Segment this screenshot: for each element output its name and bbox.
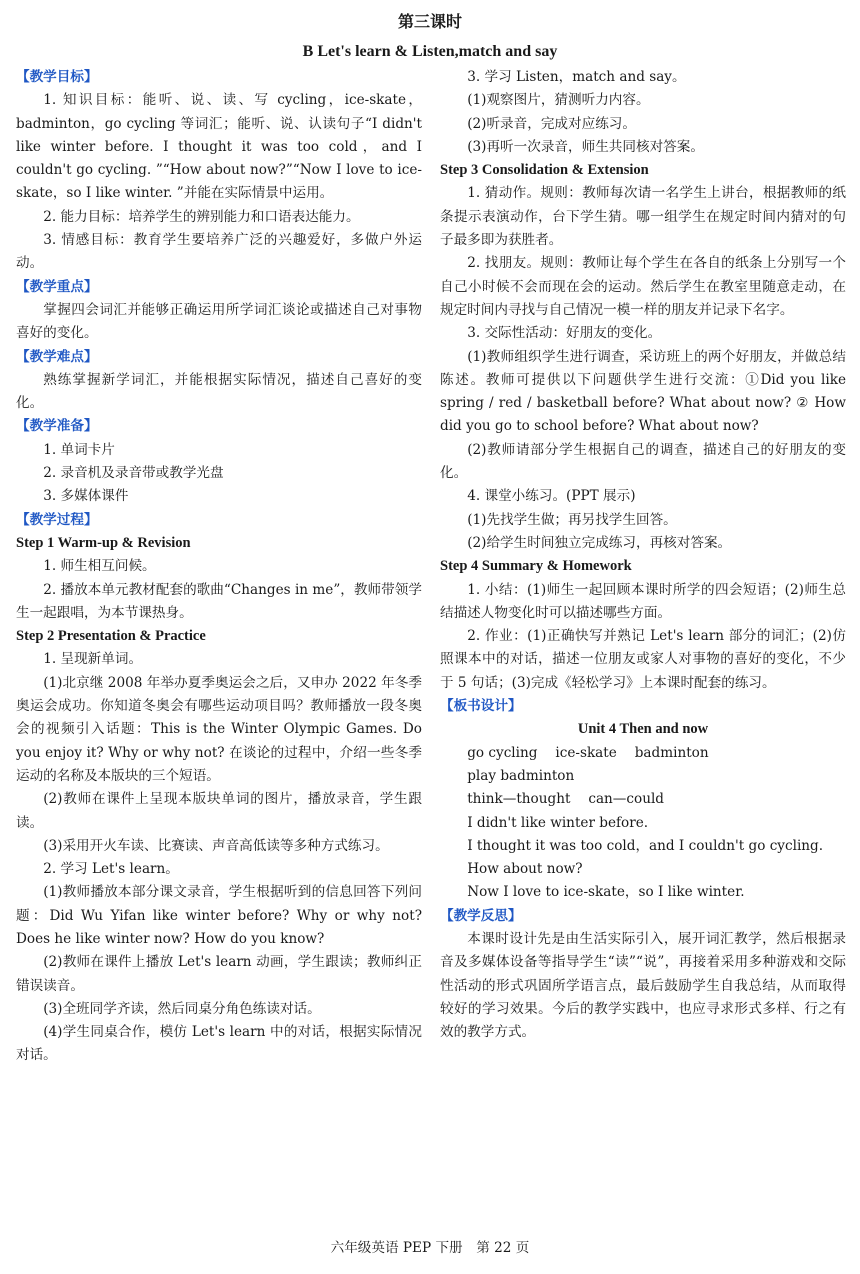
step3-item: 3. 交际性活动：好朋友的变化。: [467, 325, 662, 342]
page-footer: 六年级英语 PEP 下册 第 22 页: [330, 1240, 530, 1256]
step3-item: (2)给学生时间独立完成练习，再核对答案。: [467, 534, 732, 551]
board-line: think—thought can—could: [467, 791, 664, 808]
step3-item: 1. 猜动作。规则：教师每次请一名学生上讲台，根据教师的纸条提示表演动作，台下学生猜。哪一组学生在规定时间内猜对的句子最多即为获胜者。: [440, 185, 846, 249]
left-column: [16, 66, 422, 1068]
section-heading-key: 【教学重点】: [16, 278, 98, 295]
step2-item: 3. 学习 Listen，match and say。: [467, 69, 686, 85]
step3-item: (2)教师请部分学生根据自己的调查，描述自己的好朋友的变化。: [440, 441, 846, 482]
section-heading-prep: 【教学准备】: [16, 418, 98, 435]
step2-item: (3)全班同学齐读，然后同桌分角色练读对话。: [43, 1000, 321, 1017]
reflection-text: 本课时设计先是由生活实际引入，展开词汇教学，然后根据录音及多媒体设备等指导学生“读”“说”，再接着采用多种游戏和交际性活动的形式巩固所学语言点，最后鼓励学生自我总结，从而取得较好的学习效果。今后的教学实践中，也应寻求形式多样、行之有效的教学方式。: [440, 930, 846, 1041]
step3-item: (1)教师组织学生进行调查，采访班上的两个好朋友，并做总结陈述。教师可提供以下问题供学生进行交流：①Did you like spring / red / basketball before? What about now? ② How did you go to school before? What about now?: [440, 348, 846, 435]
board-line: Now I love to ice-skate，so I like winter.: [467, 884, 745, 901]
goal-ability: 2. 能力目标：培养学生的辨别能力和口语表达能力。: [43, 208, 360, 225]
goal-emotion: 3. 情感目标：教育学生要培养广泛的兴趣爱好，多做户外运动。: [16, 232, 422, 272]
step2-item: 2. 学习 Let's learn。: [43, 861, 179, 878]
board-line: How about now?: [467, 861, 583, 878]
goal-knowledge: 1. 知识目标：能听、说、读、写 cycling，ice-skate，badminton，go cycling 等词汇；能听、说、认读句子“I didn't like winter before. I thought it was too cold，and I couldn't go cycling. ”“How about now?”“Now I love to ice-skate，so I like winter. ”并能在实际情景中运用。: [16, 92, 422, 202]
step2-item: 1. 呈现新单词。: [43, 651, 143, 668]
key-points: 掌握四会词汇并能够正确运用所学词汇谈论或描述自己对事物喜好的变化。: [16, 301, 422, 342]
prep-item: 1. 单词卡片: [43, 441, 115, 458]
section-heading-difficult: 【教学难点】: [16, 348, 98, 365]
step1-heading: Step 1 Warm-up & Revision: [16, 534, 191, 551]
board-line: I thought it was too cold，and I couldn't go cycling.: [467, 837, 824, 854]
lesson-subtitle: B Let's learn & Listen,match and say: [302, 43, 558, 60]
section-heading-reflection: 【教学反思】: [440, 907, 522, 924]
step3-item: (1)先找学生做；再另找学生回答。: [467, 511, 677, 528]
section-heading-goals: 【教学目标】: [16, 69, 98, 85]
step2-item: (1)北京继 2008 年举办夏季奥运会之后，又申办 2022 年冬季奥运会成功。你知道冬奥会有哪些运动项目吗？教师播放一段冬奥会的视频引入话题：This is the Winter Olympic Games. Do you enjoy it? Why or why not? 在谈论的过程中，介绍一些冬季运动的名称及本版块的三个短语。: [16, 674, 422, 784]
board-line: go cycling ice-skate badminton: [467, 744, 709, 761]
step2-item: (2)教师在课件上播放 Let's learn 动画，学生跟读；教师纠正错误读音。: [16, 954, 422, 994]
section-heading-board: 【板书设计】: [440, 698, 522, 715]
step4-item: 1. 小结：(1)师生一起回顾本课时所学的四会短语；(2)师生总结描述人物变化时可以描述哪些方面。: [440, 581, 846, 621]
right-column: [440, 66, 846, 1044]
step2-item: (1)观察图片，猜测听力内容。: [467, 92, 650, 109]
step2-item: (2)听录音，完成对应练习。: [467, 115, 636, 132]
prep-item: 3. 多媒体课件: [43, 488, 129, 505]
step2-item: (3)采用开火车读、比赛读、声音高低读等多种方式练习。: [43, 837, 389, 854]
step1-item: 1. 师生相互问候。: [43, 558, 156, 575]
difficult-points: 熟练掌握新学词汇，并能根据实际情况，描述自己喜好的变化。: [16, 371, 422, 412]
step3-item: 4. 课堂小练习。(PPT 展示): [467, 488, 636, 505]
board-line: I didn't like winter before.: [467, 814, 649, 831]
board-title: Unit 4 Then and now: [577, 721, 709, 738]
step2-item: (3)再听一次录音，师生共同核对答案。: [467, 138, 704, 155]
step4-heading: Step 4 Summary & Homework: [440, 558, 632, 575]
lesson-title: 第三课时: [397, 12, 462, 31]
step1-item: 2. 播放本单元教材配套的歌曲“Changes in me”，教师带领学生一起跟唱，为本节课热身。: [16, 581, 422, 621]
page-header: [0, 10, 860, 64]
step3-heading: Step 3 Consolidation & Extension: [440, 162, 649, 179]
board-line: play badminton: [467, 767, 575, 784]
step2-item: (1)教师播放本部分课文录音，学生根据听到的信息回答下列问题：Did Wu Yifan like winter before? Why or why not? Does he like winter now? How do you know?: [16, 884, 422, 947]
step2-heading: Step 2 Presentation & Practice: [16, 628, 206, 645]
section-heading-process: 【教学过程】: [16, 511, 98, 528]
step4-item: 2. 作业：(1)正确快写并熟记 Let's learn 部分的词汇；(2)仿照课本中的对话，描述一位朋友或家人对事物的喜好的变化，不少于 5 句话；(3)完成《轻松学习》上本课时配套的练习。: [440, 628, 846, 691]
step2-item: (2)教师在课件上呈现本版块单词的图片，播放录音，学生跟读。: [16, 791, 422, 831]
prep-item: 2. 录音机及录音带或教学光盘: [43, 465, 224, 482]
step3-item: 2. 找朋友。规则：教师让每个学生在各自的纸条上分别写一个自己小时候不会而现在会的运动。然后学生在教室里随意走动，在规定时间内寻找与自己情况一模一样的朋友并记录下名字。: [440, 255, 846, 318]
step2-item: (4)学生同桌合作，模仿 Let's learn 中的对话，根据实际情况对话。: [16, 1024, 422, 1064]
